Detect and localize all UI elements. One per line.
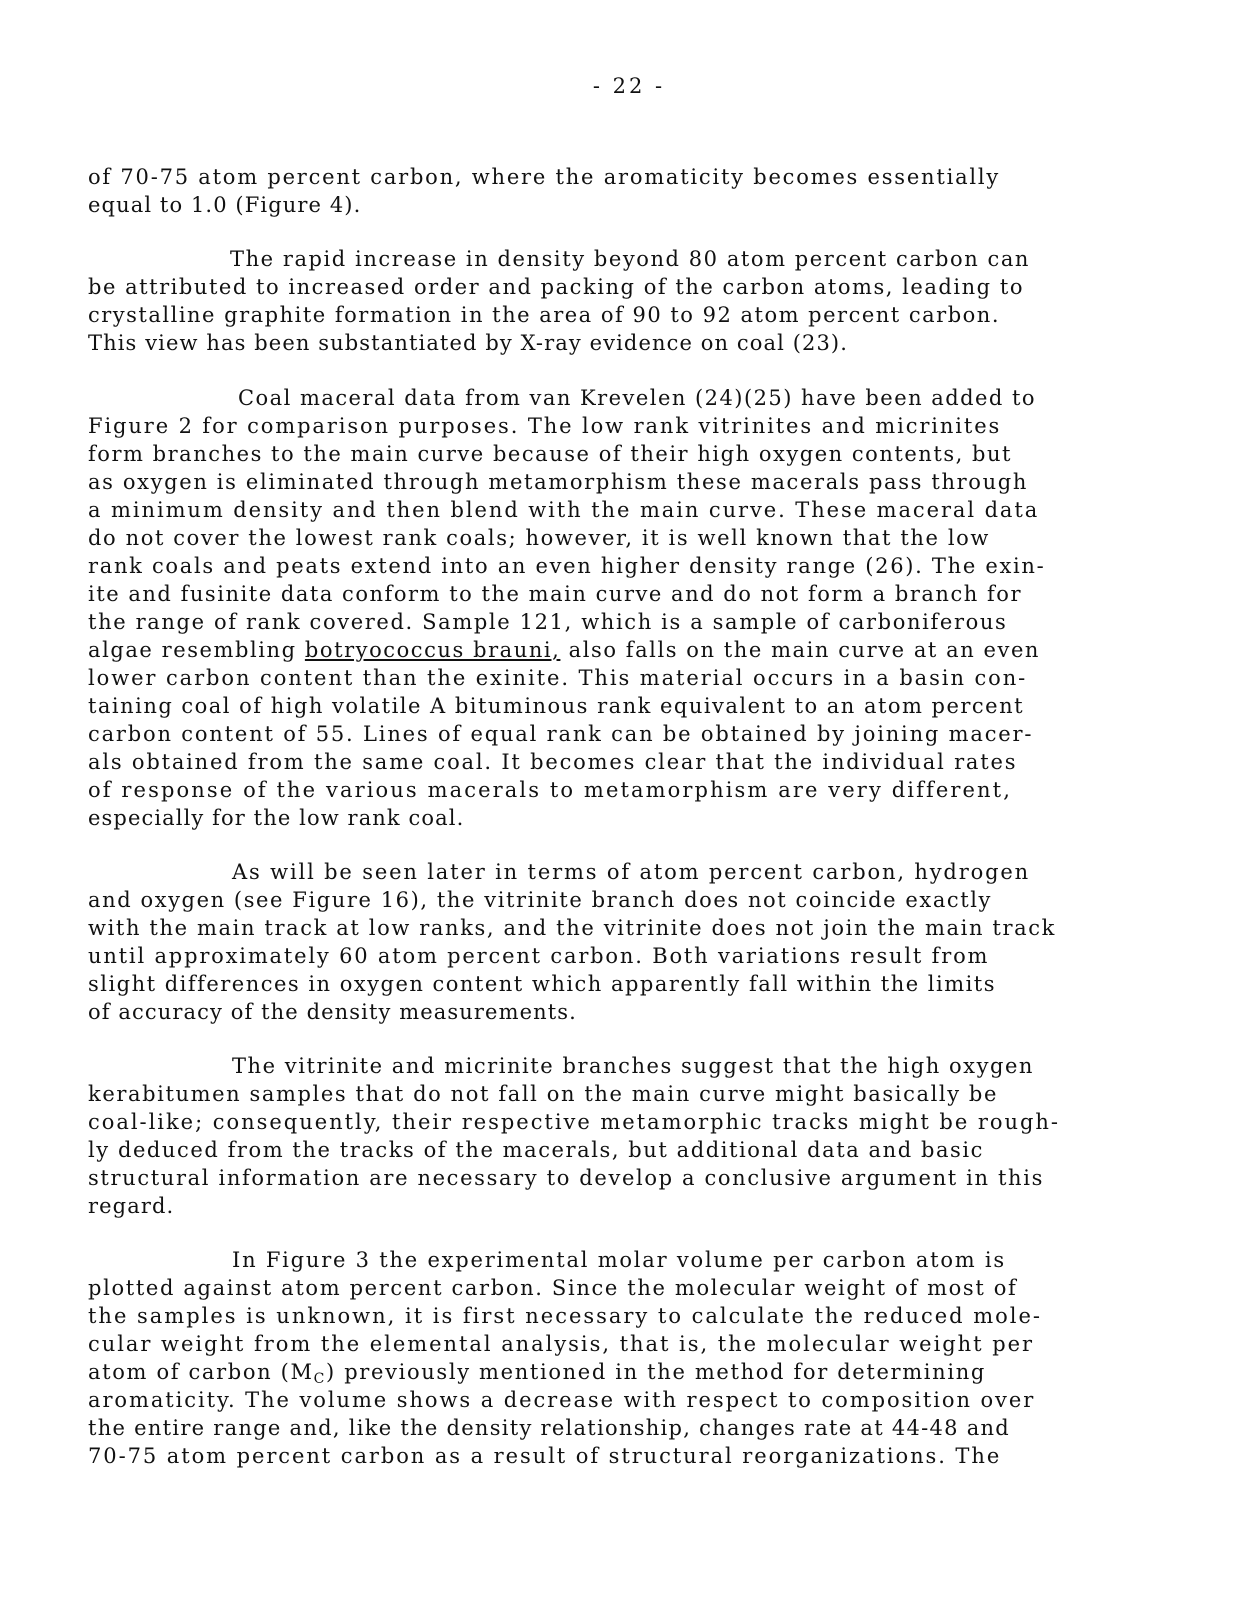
text-line: ly deduced from the tracks of the macerals, but additional data and basic [88,1138,984,1162]
text-line: Figure 2 for comparison purposes. The low rank vitrinites and micrinites [88,414,1002,438]
text-line: crystalline graphite formation in the area of 90 to 92 atom percent carbon. [88,303,1000,327]
text-line: als obtained from the same coal. It becomes clear that the individual rates [88,750,1018,774]
text-line: with the main track at low ranks, and the vitrinite does not join the main track [88,916,1056,940]
text-line: equal to 1.0 (Figure 4). [88,193,362,217]
text-line: This view has been substantiated by X-ray evidence on coal (23). [88,331,849,355]
text-line: the samples is unknown, it is first necessary to calculate the reduced mole- [88,1304,1042,1328]
text-line: lower carbon content than the exinite. This material occurs in a basin con- [88,666,1028,690]
text-line: of response of the various macerals to metamorphism are very different, [88,778,1012,802]
text-line: of 70-75 atom percent carbon, where the aromaticity becomes essentially [88,165,1000,189]
text-line: do not cover the lowest rank coals; however, it is well known that the low [88,526,990,550]
text-line: kerabitumen samples that do not fall on the main curve might basically be [88,1082,998,1106]
text-line: Coal maceral data from van Krevelen (24)(25) have been added to [238,386,1036,410]
text-line: taining coal of high volatile A bituminous rank equivalent to an atom percent [88,694,1024,718]
text-line: until approximately 60 atom percent carbon. Both variations result from [88,944,990,968]
text-line: a minimum density and then blend with the main curve. These maceral data [88,498,1040,522]
text-line: In Figure 3 the experimental molar volume per carbon atom is [232,1248,1006,1272]
text-line: cular weight from the elemental analysis, that is, the molecular weight per [88,1332,1034,1356]
text-line: aromaticity. The volume shows a decrease with respect to composition over [88,1388,1036,1412]
text-line: atom of carbon $(M_C)$ previously mentioned in the method for determining [88,1360,986,1387]
text-line: As will be seen later in terms of atom percent carbon, hydrogen [232,860,1030,884]
text-line: of accuracy of the density measurements. [88,1000,577,1024]
text-line: as oxygen is eliminated through metamorphism these macerals pass through [88,470,1028,494]
page-number: - 22 - [592,74,666,98]
text-line: The vitrinite and micrinite branches suggest that the high oxygen [232,1054,1034,1078]
text-line: slight differences in oxygen content which apparently fall within the limits [88,972,996,996]
text-line: rank coals and peats extend into an even higher density range (26). The exin- [88,554,1046,578]
text-line: algae resembling botryococcus brauni, also falls on the main curve at an even [88,638,1041,662]
text-line: form branches to the main curve because of their high oxygen contents, but [88,442,1012,466]
text-line: regard. [88,1194,175,1218]
text-line: carbon content of 55. Lines of equal rank can be obtained by joining macer- [88,722,1034,746]
text-line: plotted against atom percent carbon. Since the molecular weight of most of [88,1276,1018,1300]
text-line: the range of rank covered. Sample 121, which is a sample of carboniferous [88,610,1008,634]
text-line: especially for the low rank coal. [88,806,465,830]
text-line: The rapid increase in density beyond 80 atom percent carbon can [230,247,1030,271]
text-line: coal-like; consequently, their respective metamorphic tracks might be rough- [88,1110,1060,1134]
text-line: be attributed to increased order and packing of the carbon atoms, leading to [88,275,1024,299]
text-line: ite and fusinite data conform to the main curve and do not form a branch for [88,582,1022,606]
text-line: 70-75 atom percent carbon as a result of structural reorganizations. The [88,1444,1002,1468]
text-line: the entire range and, like the density relationship, changes rate at 44-48 and [88,1416,1010,1440]
text-line: and oxygen (see Figure 16), the vitrinite branch does not coincide exactly [88,888,992,912]
text-line: structural information are necessary to develop a conclusive argument in this [88,1166,1044,1190]
